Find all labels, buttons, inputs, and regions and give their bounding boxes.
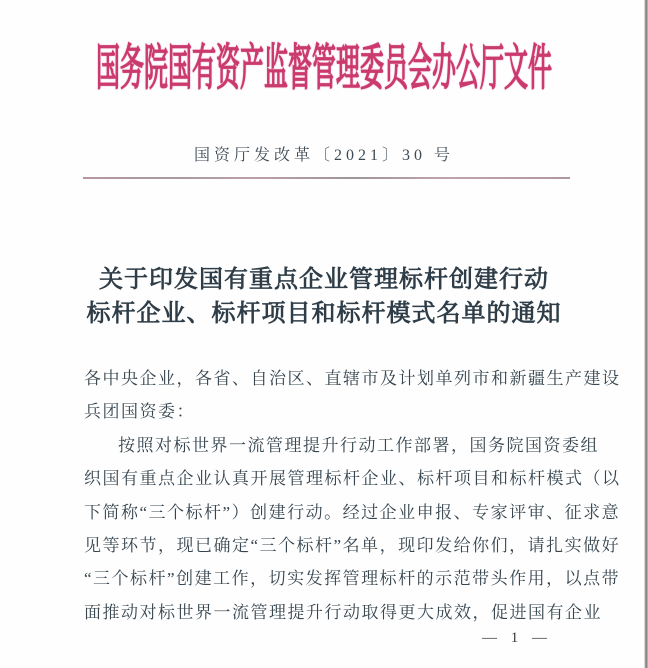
document-reference-number: 国资厅发改革〔2021〕30 号	[193, 147, 454, 164]
document-title-line2: 标杆企业、标杆项目和标杆模式名单的通知	[86, 301, 562, 327]
scan-edge-right	[644, 0, 648, 668]
body-line: 按照对标世界一流管理提升行动工作部署，国务院国资委组	[118, 435, 599, 455]
document-title-line1: 关于印发国有重点企业管理标杆创建行动	[99, 267, 549, 293]
body-line: “三个标杆”创建工作，切实发挥管理标杆的示范带头作用，以点带	[84, 569, 621, 589]
body-line: 见等环节，现已确定“三个标杆”名单，现印发给你们，请扎实做好	[84, 535, 621, 555]
document-title	[0, 263, 648, 331]
letterhead-title: 国务院国有资产监督管理委员会办公厅文件	[96, 43, 552, 97]
body-line: 织国有重点企业认真开展管理标杆企业、标杆项目和标杆模式（以	[84, 469, 621, 489]
page-number: — 1 —	[482, 630, 552, 646]
body-line: 兵团国资委：	[84, 402, 195, 422]
letterhead-divider-line	[83, 177, 570, 179]
document-body	[84, 362, 621, 629]
body-line: 面推动对标世界一流管理提升行动取得更大成效，促进国有企业	[84, 602, 602, 622]
body-line: 下简称“三个标杆”）创建行动。经过企业申报、专家评审、征求意	[84, 502, 621, 522]
body-line: 各中央企业，各省、自治区、直辖市及计划单列市和新疆生产建设	[84, 369, 621, 388]
